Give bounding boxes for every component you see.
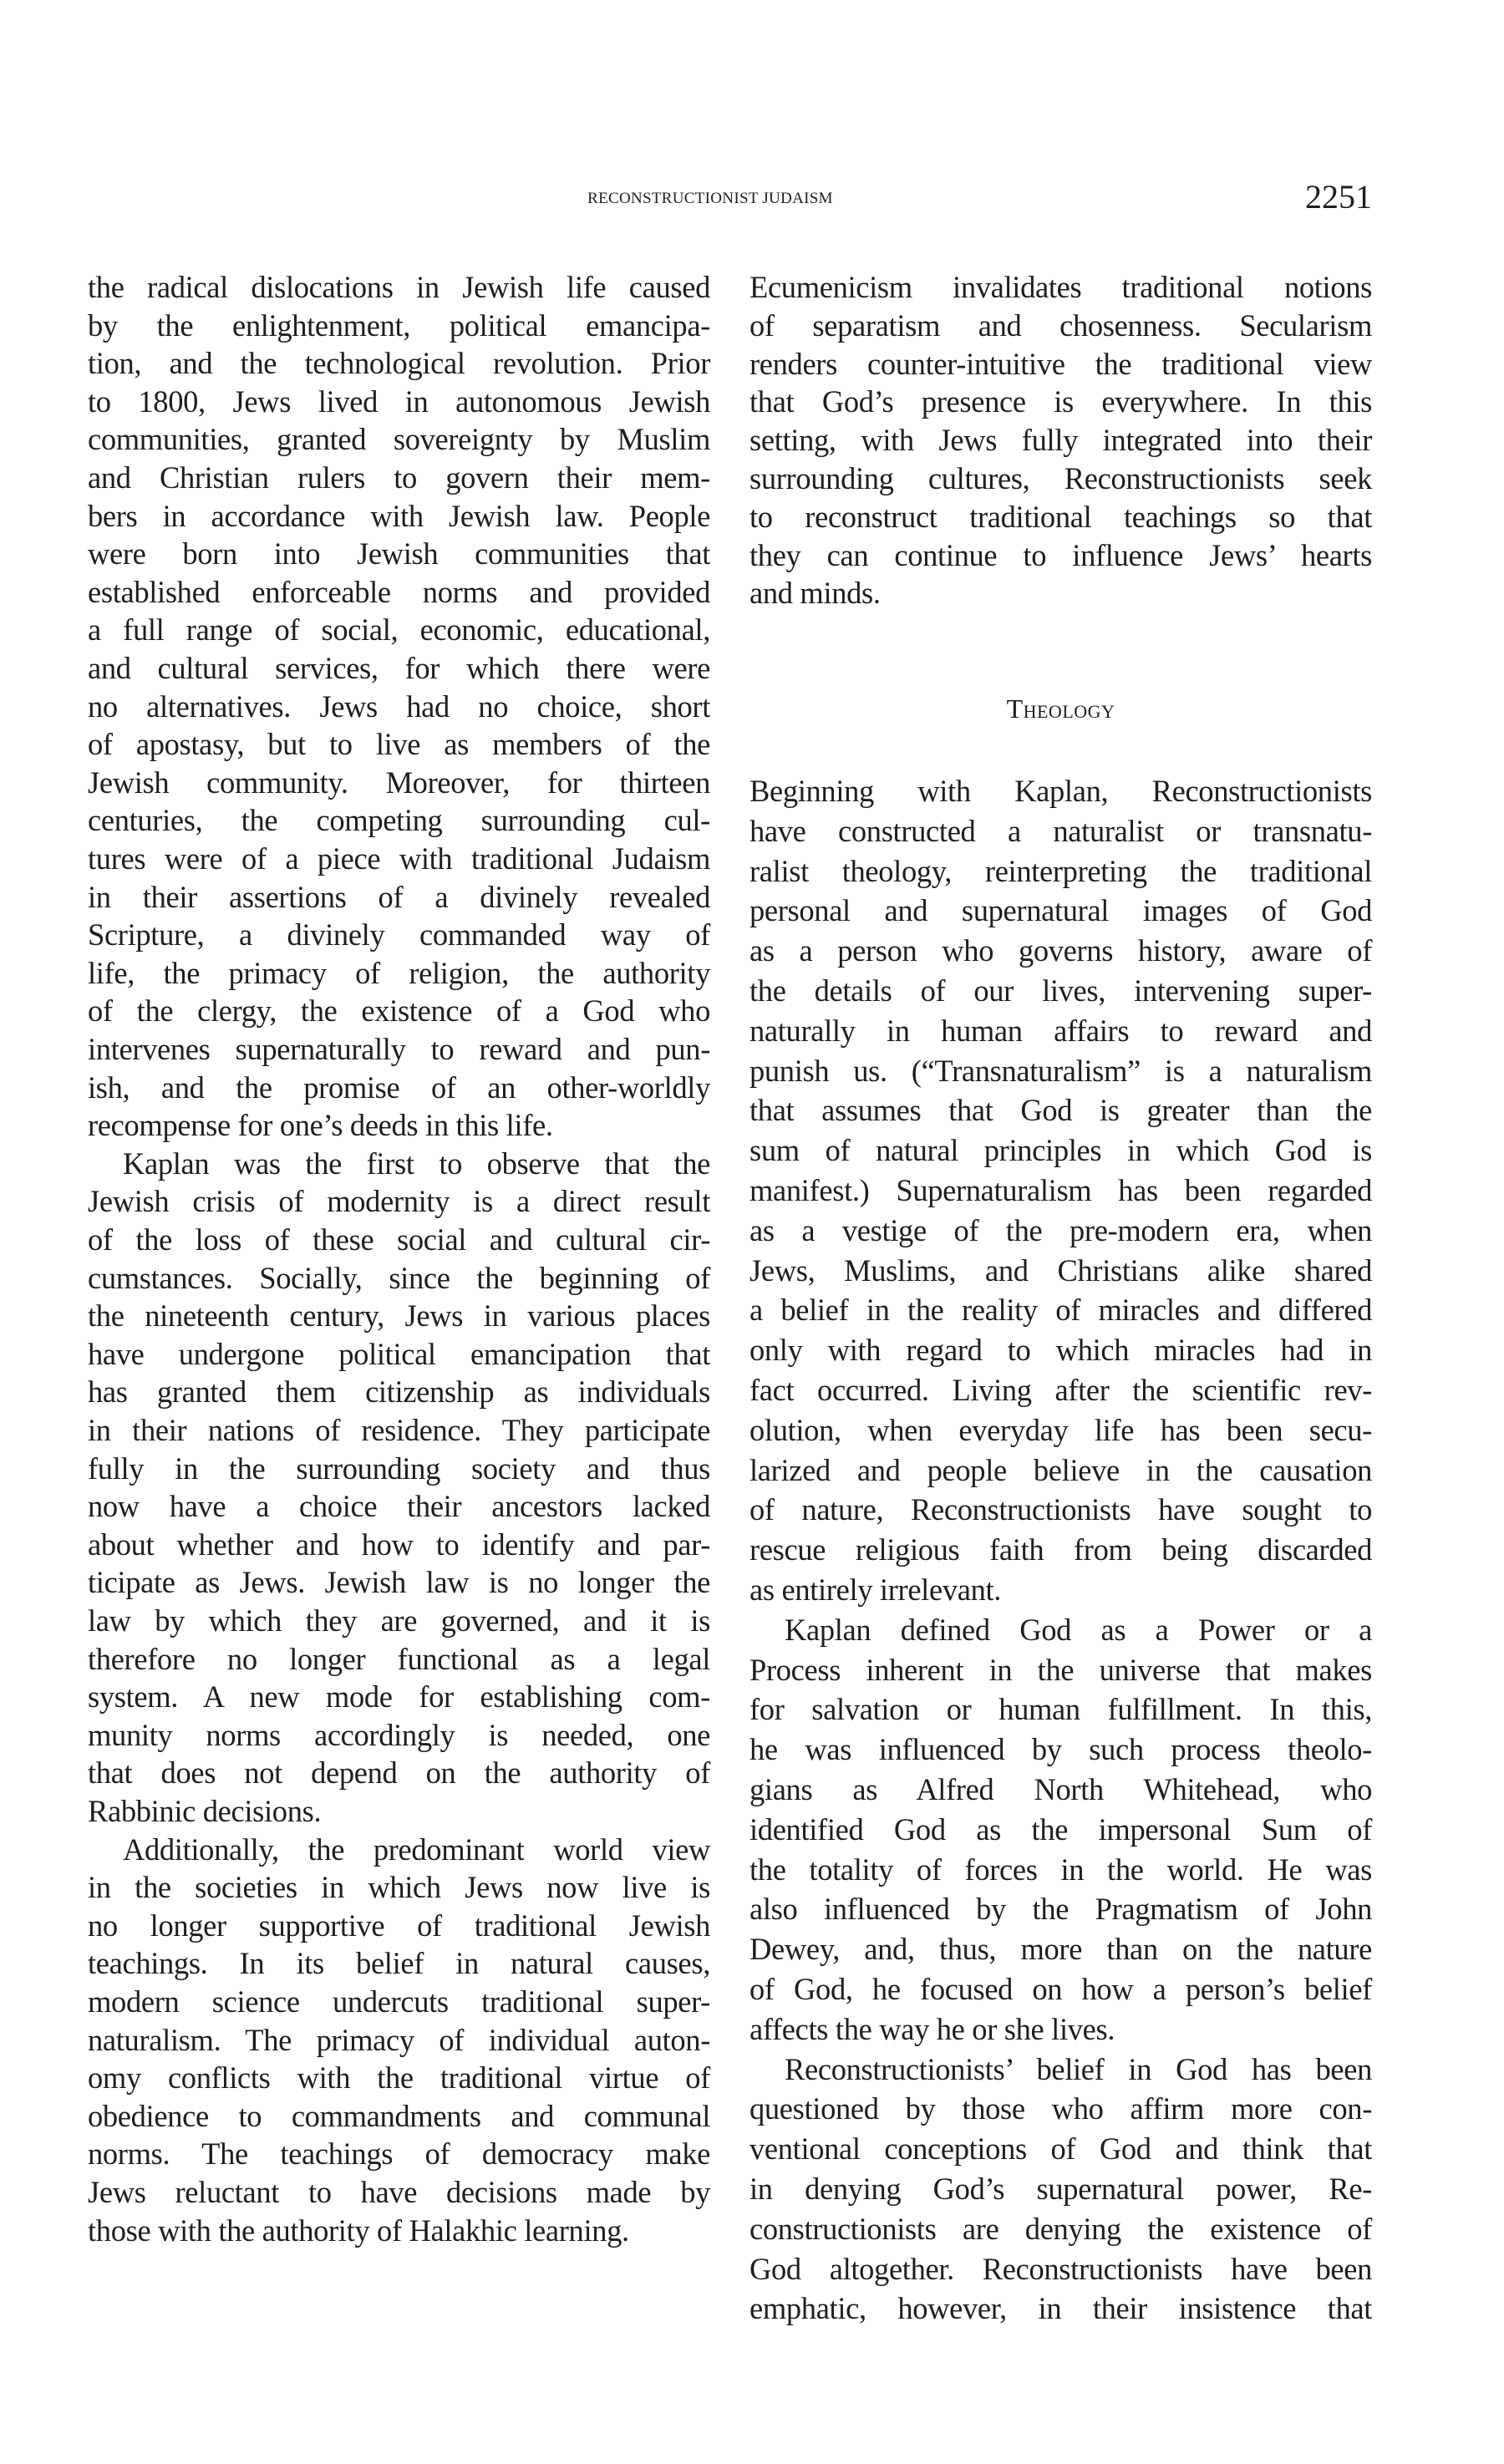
text-line: established enforceable norms and provided xyxy=(88,574,710,609)
text-line: renders counter-intuitive the traditional view xyxy=(749,346,1372,381)
text-line: omy conflicts with the traditional virtue of xyxy=(88,2060,710,2096)
text-line: that assumes that God is greater than the xyxy=(749,1093,1372,1128)
text-line: tures were of a piece with traditional Judaism xyxy=(88,841,710,876)
text-line: a full range of social, economic, educational, xyxy=(88,612,710,648)
text-line: gians as Alfred North Whitehead, who xyxy=(749,1772,1372,1806)
text-line: Kaplan was the first to observe that the xyxy=(123,1146,710,1181)
text-line: Jewish community. Moreover, for thirteen xyxy=(88,765,710,800)
text-line: now have a choice their ancestors lacked xyxy=(88,1489,710,1524)
text-line: of God, he focused on how a person’s belief xyxy=(749,1972,1372,2006)
text-line: the nineteenth century, Jews in various places xyxy=(88,1298,710,1334)
text-line: and Christian rulers to govern their mem- xyxy=(88,460,710,495)
text-line: emphatic, however, in their insistence that xyxy=(749,2291,1372,2326)
text-line: to 1800, Jews lived in autonomous Jewish xyxy=(88,384,710,419)
text-line: have undergone political emancipation that xyxy=(88,1336,710,1371)
text-line: those with the authority of Halakhic learning. xyxy=(88,2213,629,2248)
text-line: bers in accordance with Jewish law. People xyxy=(88,498,710,533)
text-line: ventional conceptions of God and think that xyxy=(749,2131,1372,2167)
text-line: Beginning with Kaplan, Reconstructionists xyxy=(749,774,1372,808)
text-line: obedience to commandments and communal xyxy=(88,2098,710,2133)
text-line: centuries, the competing surrounding cul- xyxy=(88,803,710,838)
text-line: munity norms accordingly is needed, one xyxy=(88,1717,710,1752)
text-line: and minds. xyxy=(749,576,881,611)
text-line: in their nations of residence. They participate xyxy=(88,1413,710,1447)
text-line: naturalism. The primacy of individual auton- xyxy=(88,2022,710,2057)
text-line: personal and supernatural images of God xyxy=(749,893,1372,928)
text-line: therefore no longer functional as a legal xyxy=(88,1641,710,1676)
text-line: also influenced by the Pragmatism of John xyxy=(749,1892,1372,1927)
text-line: setting, with Jews fully integrated into their xyxy=(749,423,1372,458)
text-line: God altogether. Reconstructionists have been xyxy=(749,2251,1372,2286)
text-line: Rabbinic decisions. xyxy=(88,1794,322,1828)
text-line: life, the primacy of religion, the authority xyxy=(88,955,710,990)
text-line: modern science undercuts traditional super- xyxy=(88,1984,710,2019)
text-line: Jewish crisis of modernity is a direct result xyxy=(88,1184,710,1219)
text-line: fully in the surrounding society and thus xyxy=(88,1450,710,1486)
text-line: intervenes supernaturally to reward and pun- xyxy=(88,1032,710,1066)
text-line: in denying God’s supernatural power, Re- xyxy=(749,2172,1372,2206)
text-line: Reconstructionists’ belief in God has been xyxy=(785,2051,1372,2086)
text-line: constructionists are denying the existence of xyxy=(749,2211,1372,2246)
section-heading-theology: Theology xyxy=(1006,693,1115,724)
text-line: has granted them citizenship as individuals xyxy=(88,1374,710,1410)
text-line: olution, when everyday life has been secu- xyxy=(749,1412,1372,1447)
text-line: ish, and the promise of an other-worldly xyxy=(88,1069,710,1105)
text-line: were born into Jewish communities that xyxy=(88,536,710,572)
text-line: questioned by those who affirm more con- xyxy=(749,2091,1372,2126)
text-line: fact occurred. Living after the scientific rev- xyxy=(749,1373,1372,1407)
text-line: identified God as the impersonal Sum of xyxy=(749,1811,1372,1847)
text-line: that does not depend on the authority of xyxy=(88,1755,710,1791)
text-line: of nature, Reconstructionists have sought to xyxy=(749,1492,1372,1527)
text-line: Jews reluctant to have decisions made by xyxy=(88,2175,710,2209)
text-line: system. A new mode for establishing com- xyxy=(88,1679,710,1715)
page-number: 2251 xyxy=(1305,178,1372,216)
text-line: in their assertions of a divinely revealed xyxy=(88,879,710,914)
text-line: naturally in human affairs to reward and xyxy=(749,1013,1372,1048)
text-line: tion, and the technological revolution. Prior xyxy=(88,346,710,381)
text-line: and cultural services, for which there were xyxy=(88,651,710,685)
right-column xyxy=(749,0,1372,2464)
text-line: in the societies in which Jews now live is xyxy=(88,1870,710,1905)
text-line: about whether and how to identify and par- xyxy=(88,1527,710,1562)
text-line: no alternatives. Jews had no choice, short xyxy=(88,688,710,724)
text-line: manifest.) Supernaturalism has been regarded xyxy=(749,1173,1372,1207)
text-line: ticipate as Jews. Jewish law is no longer the xyxy=(88,1565,710,1600)
text-line: sum of natural principles in which God is xyxy=(749,1133,1372,1168)
running-title: RECONSTRUCTIONIST JUDAISM xyxy=(587,190,833,207)
text-line: as a person who governs history, aware of xyxy=(749,933,1372,968)
text-line: Ecumenicism invalidates traditional notions xyxy=(749,270,1372,304)
text-line: to reconstruct traditional teachings so that xyxy=(749,499,1372,534)
text-line: recompense for one’s deeds in this life. xyxy=(88,1108,553,1143)
text-line: for salvation or human fulfillment. In this, xyxy=(749,1692,1372,1727)
text-line: the totality of forces in the world. He was xyxy=(749,1852,1372,1887)
text-line: Kaplan defined God as a Power or a xyxy=(785,1612,1372,1647)
text-line: as entirely irrelevant. xyxy=(749,1572,1002,1607)
text-line: Jews, Muslims, and Christians alike shared xyxy=(749,1252,1372,1288)
text-line: of separatism and chosenness. Secularism xyxy=(749,307,1372,343)
text-line: punish us. (“Transnaturalism” is a naturalism xyxy=(749,1053,1372,1088)
text-line: the radical dislocations in Jewish life caused xyxy=(88,270,710,304)
left-column xyxy=(88,0,710,2464)
text-line: law by which they are governed, and it is xyxy=(88,1603,710,1638)
text-line: affects the way he or she lives. xyxy=(749,2011,1115,2046)
text-line: Scripture, a divinely commanded way of xyxy=(88,917,710,953)
text-line: Dewey, and, thus, more than on the nature xyxy=(749,1932,1372,1967)
text-line: he was influenced by such process theolo- xyxy=(749,1732,1372,1767)
text-line: rescue religious faith from being discarded xyxy=(749,1532,1372,1567)
text-line: surrounding cultures, Reconstructionists seek xyxy=(749,461,1372,495)
text-line: the details of our lives, intervening super- xyxy=(749,973,1372,1008)
text-line: norms. The teachings of democracy make xyxy=(88,2136,710,2172)
text-line: they can continue to influence Jews’ hearts xyxy=(749,537,1372,572)
text-line: Additionally, the predominant world view xyxy=(123,1831,710,1867)
text-line: by the enlightenment, political emancipa- xyxy=(88,307,710,343)
text-line: communities, granted sovereignty by Muslim xyxy=(88,422,710,457)
text-line: ralist theology, reinterpreting the traditional xyxy=(749,853,1372,888)
text-line: of the loss of these social and cultural cir- xyxy=(88,1222,710,1257)
text-line: of the clergy, the existence of a God who xyxy=(88,993,710,1029)
text-line: have constructed a naturalist or transnatu- xyxy=(749,813,1372,848)
text-line: that God’s presence is everywhere. In this xyxy=(749,384,1372,419)
text-line: teachings. In its belief in natural causes, xyxy=(88,1946,710,1981)
text-line: no longer supportive of traditional Jewish xyxy=(88,1908,710,1943)
text-line: Process inherent in the universe that makes xyxy=(749,1652,1372,1687)
text-line: as a vestige of the pre-modern era, when xyxy=(749,1212,1372,1247)
text-line: larized and people believe in the causation xyxy=(749,1452,1372,1487)
text-line: cumstances. Socially, since the beginning of xyxy=(88,1260,710,1295)
text-line: a belief in the reality of miracles and differed xyxy=(749,1293,1372,1328)
text-line: only with regard to which miracles had in xyxy=(749,1333,1372,1368)
text-line: of apostasy, but to live as members of the xyxy=(88,727,710,762)
